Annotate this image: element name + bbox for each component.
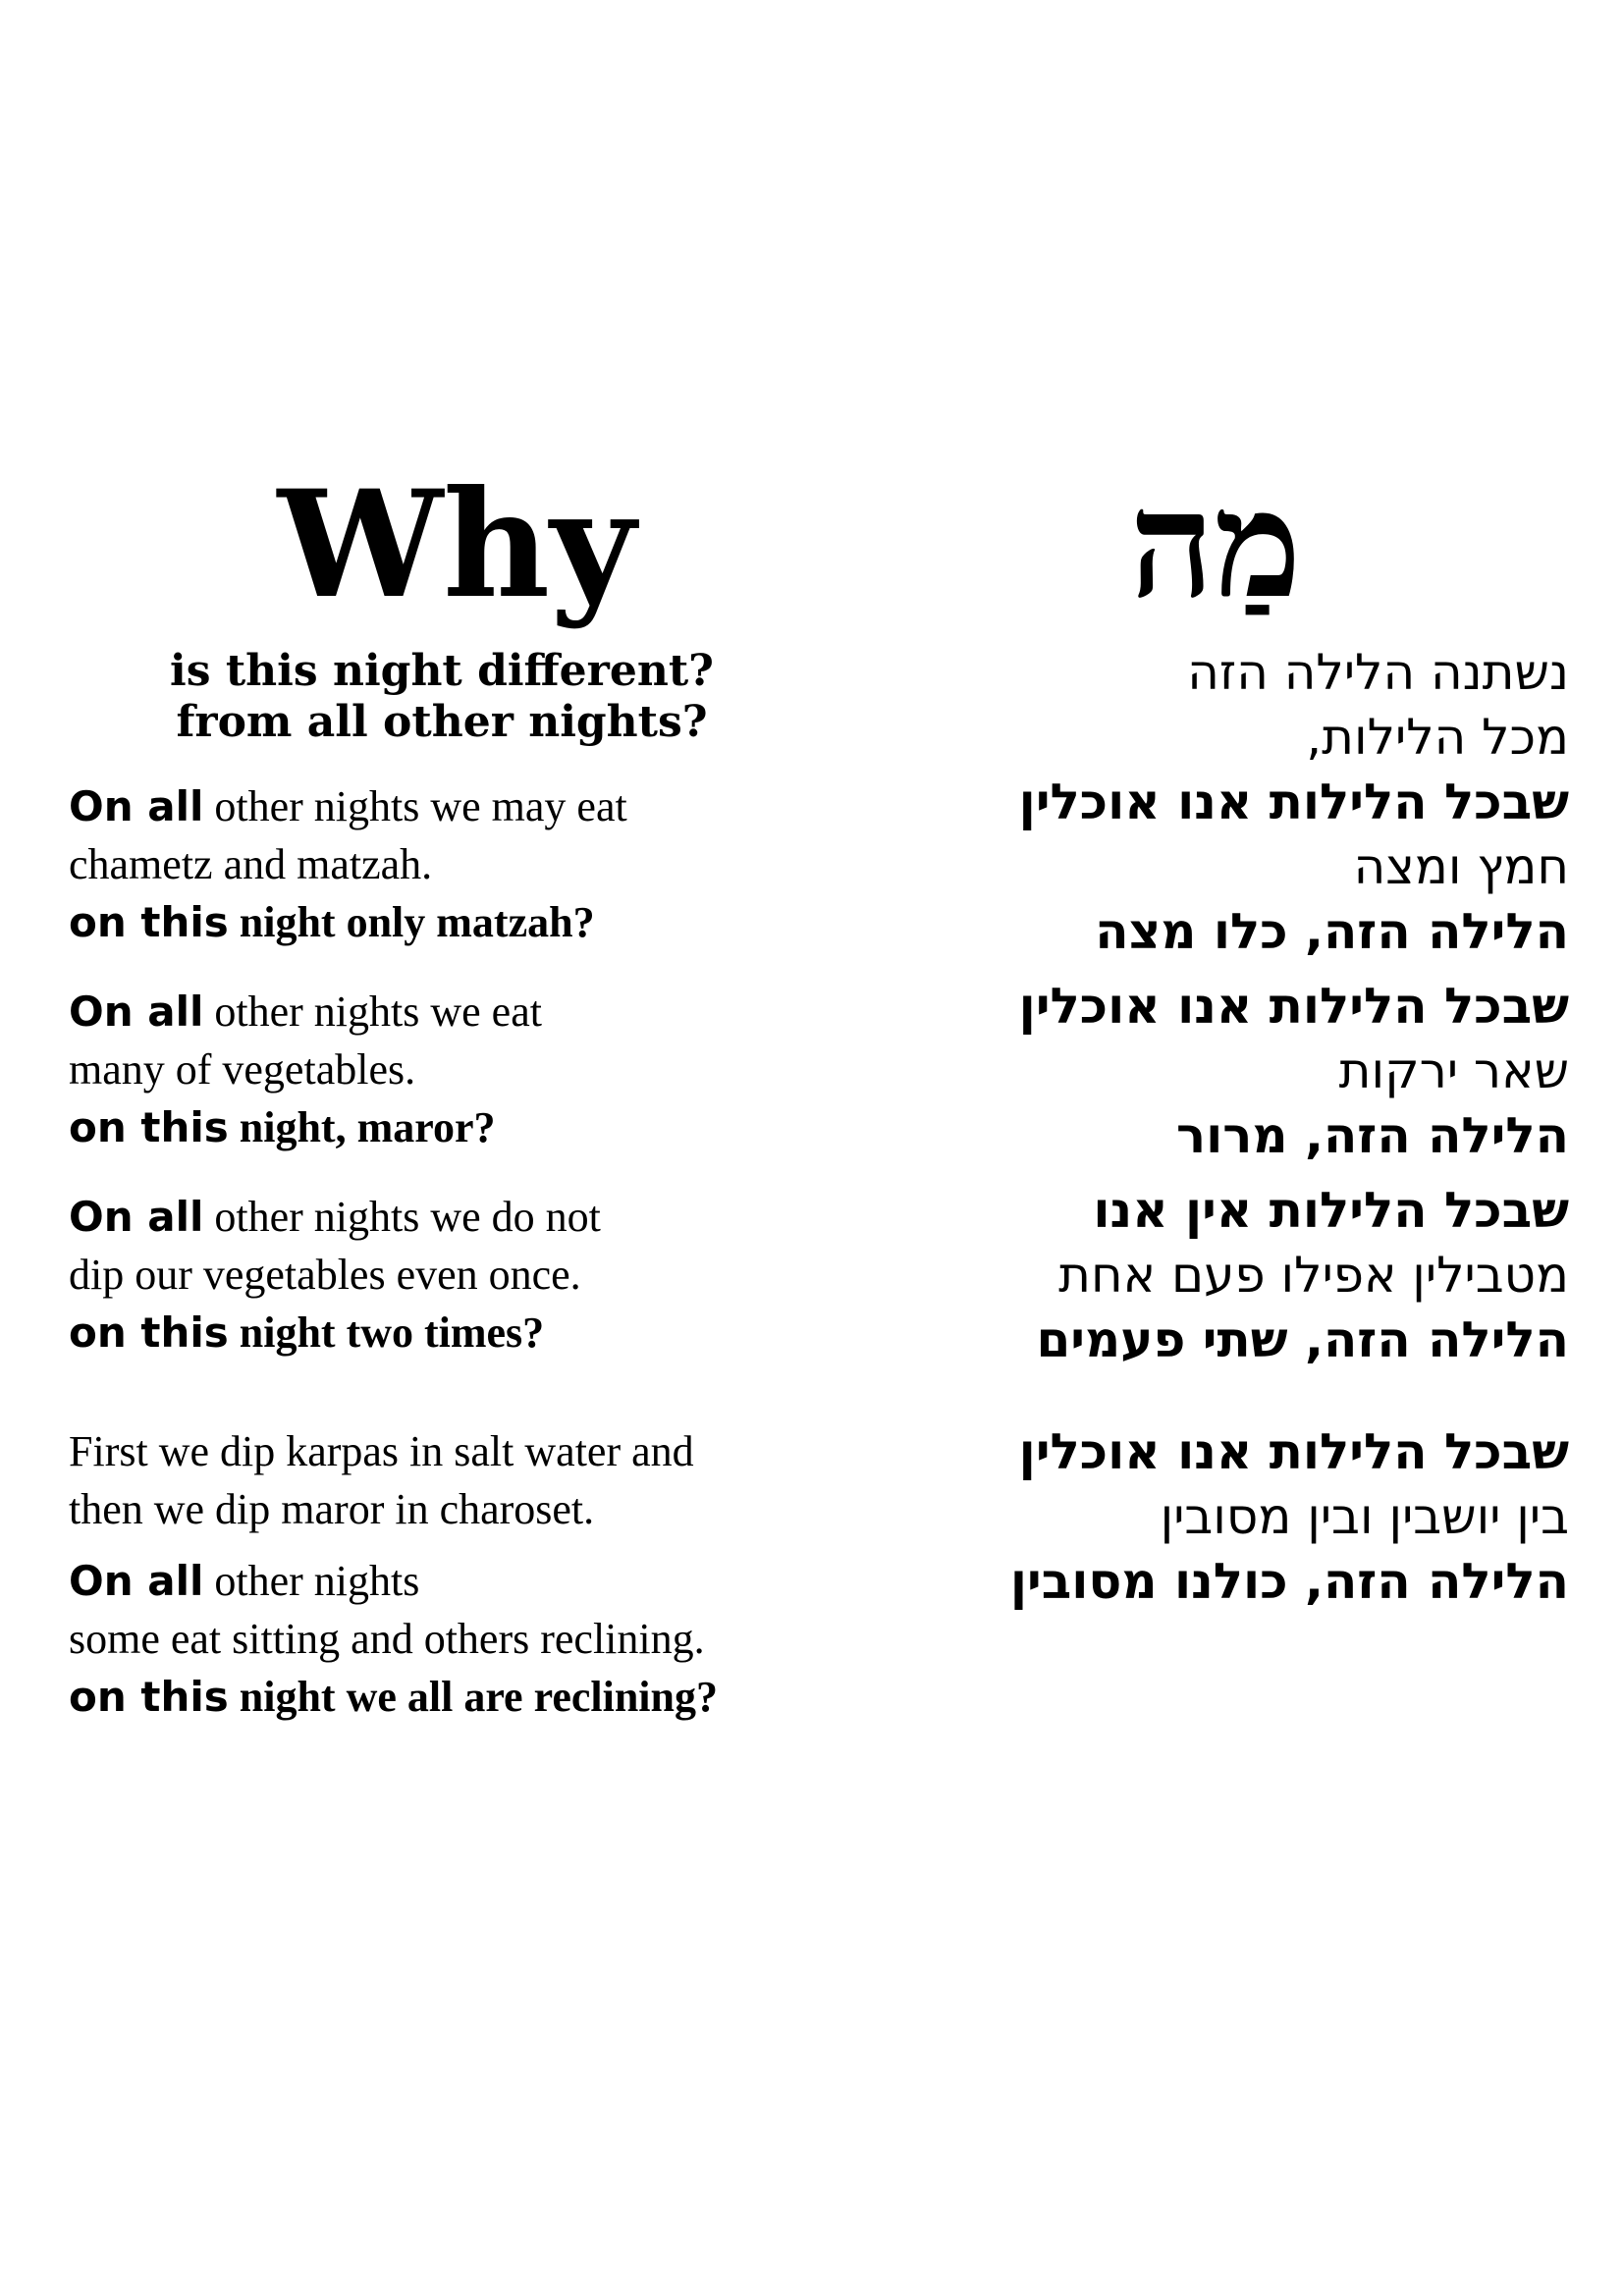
hebrew-question: הלילה הזה, כלו מצה	[1095, 903, 1569, 960]
stanza-line-rest: other nights	[203, 1557, 420, 1605]
question-lead: on this	[69, 1308, 229, 1357]
question-rest: night only matzah?	[228, 898, 595, 946]
hebrew-question: הלילה הזה, שתי פעמים	[1036, 1311, 1569, 1368]
hebrew-line: שאר ירקות	[1338, 1042, 1569, 1099]
stanza-line: some eat sitting and others reclining.	[69, 1615, 705, 1663]
note-line: then we dip maror in charoset.	[69, 1485, 595, 1533]
subtitle-line: is this night different?	[170, 646, 714, 696]
stanza-line: chametz and matzah.	[69, 840, 433, 888]
hebrew-stanza-4	[980, 1419, 1569, 1614]
stanza-lead: On all	[69, 782, 204, 830]
stanza-lead: On all	[69, 1193, 204, 1241]
stanza-line: many of vegetables.	[69, 1045, 416, 1094]
english-stanza-2	[69, 983, 815, 1156]
stanza-line	[69, 1552, 815, 1610]
stanza-line-rest: other nights we may eat	[203, 782, 627, 830]
hebrew-title: מַה	[1129, 458, 1302, 631]
subtitle-line: from all other nights?	[176, 697, 708, 747]
stanza-line-rest: other nights we eat	[203, 988, 542, 1036]
stanza-question	[69, 1098, 815, 1156]
stanza-line: dip our vegetables even once.	[69, 1251, 581, 1299]
hebrew-line: שבכל הלילות אין אנו	[1093, 1182, 1569, 1239]
stanza-line-rest: other nights we do not	[203, 1193, 601, 1241]
question-lead: on this	[69, 1673, 229, 1721]
dipping-note	[69, 1422, 815, 1538]
question-lead: on this	[69, 1103, 229, 1151]
english-column	[69, 458, 815, 1726]
hebrew-line: שבכל הלילות אנו אוכלין	[1018, 774, 1569, 830]
english-stanza-1	[69, 777, 815, 951]
english-title: Why	[277, 458, 636, 631]
english-stanza-4	[69, 1552, 815, 1726]
hebrew-intro-line: נשתנה הלילה הזה	[1187, 644, 1569, 701]
hebrew-intro-line: מכל הלילות,	[1306, 709, 1569, 766]
hebrew-stanza-3	[980, 1178, 1569, 1372]
hebrew-intro	[980, 640, 1569, 770]
hebrew-line: חמץ ומצה	[1353, 838, 1569, 895]
english-subtitle	[69, 646, 815, 748]
stanza-question	[69, 1668, 815, 1726]
question-lead: on this	[69, 898, 229, 946]
english-stanza-3	[69, 1188, 815, 1362]
stanza-question	[69, 893, 815, 951]
stanza-line	[69, 777, 815, 835]
note-line: First we dip karpas in salt water and	[69, 1427, 694, 1475]
hebrew-question: הלילה הזה, כולנו מסובין	[1009, 1553, 1569, 1610]
stanza-line	[69, 983, 815, 1041]
question-rest: night two times?	[228, 1308, 545, 1357]
question-rest: night we all are reclining?	[228, 1673, 718, 1721]
stanza-lead: On all	[69, 988, 204, 1036]
hebrew-stanza-1	[980, 770, 1569, 964]
stanza-line	[69, 1188, 815, 1246]
hebrew-question: הלילה הזה, מרור	[1176, 1107, 1569, 1164]
hebrew-stanza-2	[980, 974, 1569, 1168]
stanza-lead: On all	[69, 1557, 204, 1605]
question-rest: night, maror?	[228, 1103, 496, 1151]
hebrew-column	[980, 458, 1569, 1614]
hebrew-line: שבכל הלילות אנו אוכלין	[1018, 1423, 1569, 1480]
stanza-question	[69, 1304, 815, 1362]
hebrew-line: מטבילין אפילו פעם אחת	[1058, 1247, 1569, 1304]
hebrew-line: בין יושבין ובין מסובין	[1160, 1488, 1569, 1545]
hebrew-line: שבכל הלילות אנו אוכלין	[1018, 978, 1569, 1035]
